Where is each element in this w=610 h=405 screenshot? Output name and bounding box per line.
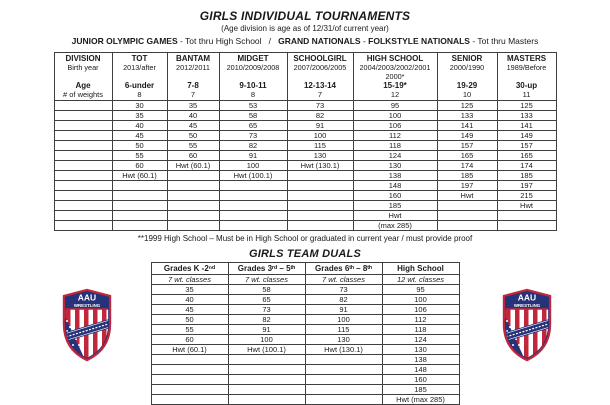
table-cell: 82 (287, 111, 353, 121)
column-birth-year: 2000/1990 (449, 63, 485, 72)
table-cell (497, 221, 556, 231)
column-weight-count: 12 (390, 90, 400, 99)
table-cell: 100 (287, 131, 353, 141)
table-cell (287, 221, 353, 231)
table-cell (151, 355, 228, 365)
table-cell (167, 211, 219, 221)
table-cell: 133 (437, 111, 497, 121)
table-row (54, 131, 556, 141)
table-cell: 35 (151, 285, 228, 295)
table-cell: 124 (353, 151, 437, 161)
table-cell: 106 (353, 121, 437, 131)
event-segment: / (261, 36, 279, 46)
column-name: MASTERS (506, 54, 547, 63)
table-cell: 100 (305, 315, 382, 325)
table-row (54, 181, 556, 191)
table-cell: Hwt (100.1) (219, 171, 287, 181)
column-header (54, 53, 112, 101)
event-segment: - Tot thru Masters (469, 36, 539, 46)
column-name: SCHOOLGIRL (293, 54, 347, 63)
table-cell: 65 (228, 295, 305, 305)
table-cell: 185 (437, 171, 497, 181)
table-cell: 45 (167, 121, 219, 131)
table-cell (437, 211, 497, 221)
event-segment: FOLKSTYLE NATIONALS (368, 36, 470, 46)
table-cell: 100 (219, 161, 287, 171)
table-cell: 174 (497, 161, 556, 171)
table-cell (151, 375, 228, 385)
table-cell (219, 191, 287, 201)
table-cell: 55 (112, 151, 167, 161)
table-cell: 55 (167, 141, 219, 151)
table-cell (54, 101, 112, 111)
table-row (151, 285, 459, 295)
table-cell (54, 131, 112, 141)
table-row (54, 141, 556, 151)
column-weight-count: 7 (317, 90, 323, 99)
table-row (151, 305, 459, 315)
event-segment: - (360, 36, 369, 46)
table-cell: 133 (497, 111, 556, 121)
table-cell: 185 (497, 171, 556, 181)
table-row (54, 161, 556, 171)
column-age: 6-under (124, 81, 155, 90)
column-birth-year-2 (288, 72, 353, 81)
column-birth-year-2 (498, 72, 556, 81)
table-cell: 50 (151, 315, 228, 325)
logo-sport-text: WRESTLING (513, 303, 541, 308)
table-cell (228, 365, 305, 375)
table-row (54, 211, 556, 221)
column-header (287, 53, 353, 101)
column-birth-year: 2004/2003/2002/2001 (359, 63, 431, 72)
table-cell: 73 (305, 285, 382, 295)
table-cell: 95 (353, 101, 437, 111)
column-age: 15-19* (383, 81, 407, 90)
table-cell: 118 (353, 141, 437, 151)
table-cell (497, 211, 556, 221)
table-row (151, 315, 459, 325)
table-cell (54, 141, 112, 151)
table-cell (305, 395, 382, 405)
table-cell: 35 (112, 111, 167, 121)
table-row (151, 325, 459, 335)
events-line (0, 36, 610, 46)
table-cell (437, 221, 497, 231)
table-cell: 7 wt. classes (228, 275, 305, 285)
table-cell: 35 (167, 101, 219, 111)
column-weight-count: 11 (522, 90, 531, 99)
column-name: DIVISION (65, 54, 101, 63)
table-cell: (max 285) (353, 221, 437, 231)
logo-org-text: AAU (77, 292, 97, 303)
column-age: 12-13-14 (303, 81, 337, 90)
table-row (54, 201, 556, 211)
table-cell (54, 161, 112, 171)
table-cell: 138 (353, 171, 437, 181)
table-cell: 141 (437, 121, 497, 131)
aau-shield-icon (502, 288, 552, 362)
table-cell: 30 (112, 101, 167, 111)
table-cell: 197 (437, 181, 497, 191)
table-cell (54, 211, 112, 221)
table-cell (112, 221, 167, 231)
table-cell: 91 (305, 305, 382, 315)
table-cell: 100 (353, 111, 437, 121)
table-cell: 91 (219, 151, 287, 161)
table-cell: 157 (497, 141, 556, 151)
table-cell: 82 (219, 141, 287, 151)
table-cell (305, 385, 382, 395)
table-cell: 73 (219, 131, 287, 141)
table-cell (151, 385, 228, 395)
table-cell: 138 (382, 355, 459, 365)
table-cell: 82 (305, 295, 382, 305)
table-row (151, 385, 459, 395)
table-cell: 118 (382, 325, 459, 335)
table-cell: 60 (167, 151, 219, 161)
table-cell: 91 (287, 121, 353, 131)
table-row (151, 355, 459, 365)
column-age: 9-10-11 (239, 81, 267, 90)
table-cell: 106 (382, 305, 459, 315)
table-cell: 50 (112, 141, 167, 151)
table-row (151, 295, 459, 305)
table-cell: 197 (497, 181, 556, 191)
team-duals-table (151, 262, 460, 405)
column-birth-year: 1989/Before (506, 63, 547, 72)
event-segment: JUNIOR OLYMPIC GAMES (71, 36, 178, 46)
table-row (54, 151, 556, 161)
table-cell: 65 (219, 121, 287, 131)
column-birth-year: 2012/2011 (176, 63, 210, 72)
table-cell: 91 (228, 325, 305, 335)
table-cell: 157 (437, 141, 497, 151)
table-cell: 148 (353, 181, 437, 191)
table-cell: 125 (437, 101, 497, 111)
duals-subheader-row (151, 275, 459, 285)
duals-header-row (151, 263, 459, 275)
table-cell: 12 wt. classes (382, 275, 459, 285)
table-cell (287, 171, 353, 181)
table-cell (54, 151, 112, 161)
table-row (151, 375, 459, 385)
table-cell: 40 (151, 295, 228, 305)
table-cell: 141 (497, 121, 556, 131)
table-cell (305, 355, 382, 365)
table-cell: 58 (219, 111, 287, 121)
table-cell (167, 171, 219, 181)
column-birth-year: 2013/after (123, 63, 156, 72)
table-cell (54, 221, 112, 231)
table-cell: Hwt (437, 191, 497, 201)
table-cell: Hwt (497, 201, 556, 211)
table-cell (112, 211, 167, 221)
column-header (353, 53, 437, 101)
table-cell: 148 (382, 365, 459, 375)
column-birth-year-2 (438, 72, 497, 81)
table-cell: 82 (228, 315, 305, 325)
table-cell: Hwt (100.1) (228, 345, 305, 355)
table-cell: Hwt (60.1) (151, 345, 228, 355)
table-cell: 73 (287, 101, 353, 111)
table-cell: 130 (353, 161, 437, 171)
table-cell (167, 181, 219, 191)
table-row (151, 335, 459, 345)
table-cell: 115 (305, 325, 382, 335)
column-name: BANTAM (175, 54, 211, 63)
table-cell: 185 (382, 385, 459, 395)
column-weight-count: 10 (462, 90, 472, 99)
table-cell (305, 365, 382, 375)
table-cell: 95 (382, 285, 459, 295)
table-cell: 7 wt. classes (151, 275, 228, 285)
table-cell: 124 (382, 335, 459, 345)
page-title: GIRLS INDIVIDUAL TOURNAMENTS (199, 9, 411, 23)
age-division-note: (Age division is age as of 12/31/of current year) (221, 24, 389, 33)
table-cell (219, 221, 287, 231)
table-row (54, 221, 556, 231)
table-cell: 55 (151, 325, 228, 335)
team-duals-title: GIRLS TEAM DUALS (249, 248, 361, 260)
table-cell: 40 (112, 121, 167, 131)
table-cell (167, 191, 219, 201)
table-cell (287, 181, 353, 191)
column-birth-year-2 (55, 72, 112, 81)
table-cell (287, 191, 353, 201)
table-cell (167, 221, 219, 231)
table-cell (54, 121, 112, 131)
table-cell: 112 (353, 131, 437, 141)
table-cell: 149 (497, 131, 556, 141)
table-cell (54, 191, 112, 201)
table-cell: High School (382, 263, 459, 275)
table-cell: 165 (437, 151, 497, 161)
event-segment: - Tot thru High School (177, 36, 262, 46)
logo-org-text: AAU (517, 292, 537, 303)
table-cell (167, 201, 219, 211)
column-name: SENIOR (451, 54, 483, 63)
table-cell (112, 201, 167, 211)
table-row (54, 101, 556, 111)
table-cell: 100 (228, 335, 305, 345)
table-cell (54, 201, 112, 211)
table-cell: 215 (497, 191, 556, 201)
table-cell: 60 (112, 161, 167, 171)
aau-wrestling-logo-right (502, 288, 552, 367)
table-row (54, 111, 556, 121)
table-row (54, 121, 556, 131)
table-cell: Hwt (130.1) (287, 161, 353, 171)
column-header (112, 53, 167, 101)
table-cell (219, 181, 287, 191)
table-cell: 125 (497, 101, 556, 111)
column-name: HIGH SCHOOL (366, 54, 424, 63)
table-cell: 53 (219, 101, 287, 111)
table-cell: Hwt (130.1) (305, 345, 382, 355)
table-cell (54, 111, 112, 121)
table-cell (228, 385, 305, 395)
table-cell: 149 (437, 131, 497, 141)
logo-sport-text: WRESTLING (73, 303, 101, 308)
column-name: TOT (131, 54, 148, 63)
table-cell: 45 (112, 131, 167, 141)
table-cell (151, 365, 228, 375)
table-cell: 160 (353, 191, 437, 201)
table-cell (437, 201, 497, 211)
table-cell: Grades K -2ⁿᵈ (151, 263, 228, 275)
table-cell: 7 wt. classes (305, 275, 382, 285)
column-weight-count: 8 (137, 90, 142, 99)
event-segment: GRAND NATIONALS (278, 36, 361, 46)
table-cell: 185 (353, 201, 437, 211)
table-cell: 130 (305, 335, 382, 345)
table-cell: 58 (228, 285, 305, 295)
column-birth-year-2 (113, 72, 167, 81)
table-cell (305, 375, 382, 385)
table-cell: 165 (497, 151, 556, 161)
column-header (167, 53, 219, 101)
column-birth-year-2 (220, 72, 287, 81)
column-birth-year: 2010/2009/2008 (226, 63, 280, 72)
table-cell: 40 (167, 111, 219, 121)
table-cell: 50 (167, 131, 219, 141)
aau-wrestling-logo-left (62, 288, 112, 367)
column-birth-year: 2007/2006/2005 (293, 63, 347, 72)
table-row (151, 345, 459, 355)
table-cell (228, 375, 305, 385)
column-age: Age (75, 81, 91, 90)
table-row (54, 191, 556, 201)
column-age: 19-29 (456, 81, 478, 90)
column-age: 7-8 (187, 81, 199, 90)
column-birth-year: Birth year (67, 63, 99, 72)
table-cell: Grades 3ʳᵈ – 5ᵗʰ (228, 263, 305, 275)
table-cell: 115 (287, 141, 353, 151)
column-name: MIDGET (237, 54, 269, 63)
table-cell: 130 (287, 151, 353, 161)
table-cell (219, 211, 287, 221)
table-cell (112, 191, 167, 201)
high-school-footnote: **1999 High School – Must be in High School or graduated in current year / must provide proof (137, 234, 473, 243)
table-header-row (54, 53, 556, 101)
table-cell: 60 (151, 335, 228, 345)
table-row (151, 365, 459, 375)
table-cell: 174 (437, 161, 497, 171)
table-cell: 160 (382, 375, 459, 385)
table-cell (54, 171, 112, 181)
table-cell (287, 201, 353, 211)
table-cell: 130 (382, 345, 459, 355)
column-age: 30-up (515, 81, 538, 90)
table-cell: Hwt (353, 211, 437, 221)
table-cell: Grades 6ᵗʰ – 8ᵗʰ (305, 263, 382, 275)
individual-tournaments-table (54, 52, 557, 231)
column-weight-count: 8 (250, 90, 256, 99)
table-cell: Hwt (max 285) (382, 395, 459, 405)
table-cell (228, 355, 305, 365)
table-cell (151, 395, 228, 405)
table-cell: 45 (151, 305, 228, 315)
table-cell: Hwt (60.1) (167, 161, 219, 171)
table-cell: 112 (382, 315, 459, 325)
column-header (437, 53, 497, 101)
column-header (497, 53, 556, 101)
table-cell (228, 395, 305, 405)
table-cell (287, 211, 353, 221)
column-birth-year-2 (168, 72, 219, 81)
table-cell: Hwt (60.1) (112, 171, 167, 181)
table-cell (54, 181, 112, 191)
column-header (219, 53, 287, 101)
column-weight-count: 7 (190, 90, 196, 99)
table-cell (219, 201, 287, 211)
column-weight-count: # of weights (62, 90, 104, 99)
aau-shield-icon (62, 288, 112, 362)
table-cell: 73 (228, 305, 305, 315)
table-cell (112, 181, 167, 191)
table-row (151, 395, 459, 405)
table-row (54, 171, 556, 181)
column-birth-year-2: 2000* (385, 72, 405, 81)
table-cell: 100 (382, 295, 459, 305)
